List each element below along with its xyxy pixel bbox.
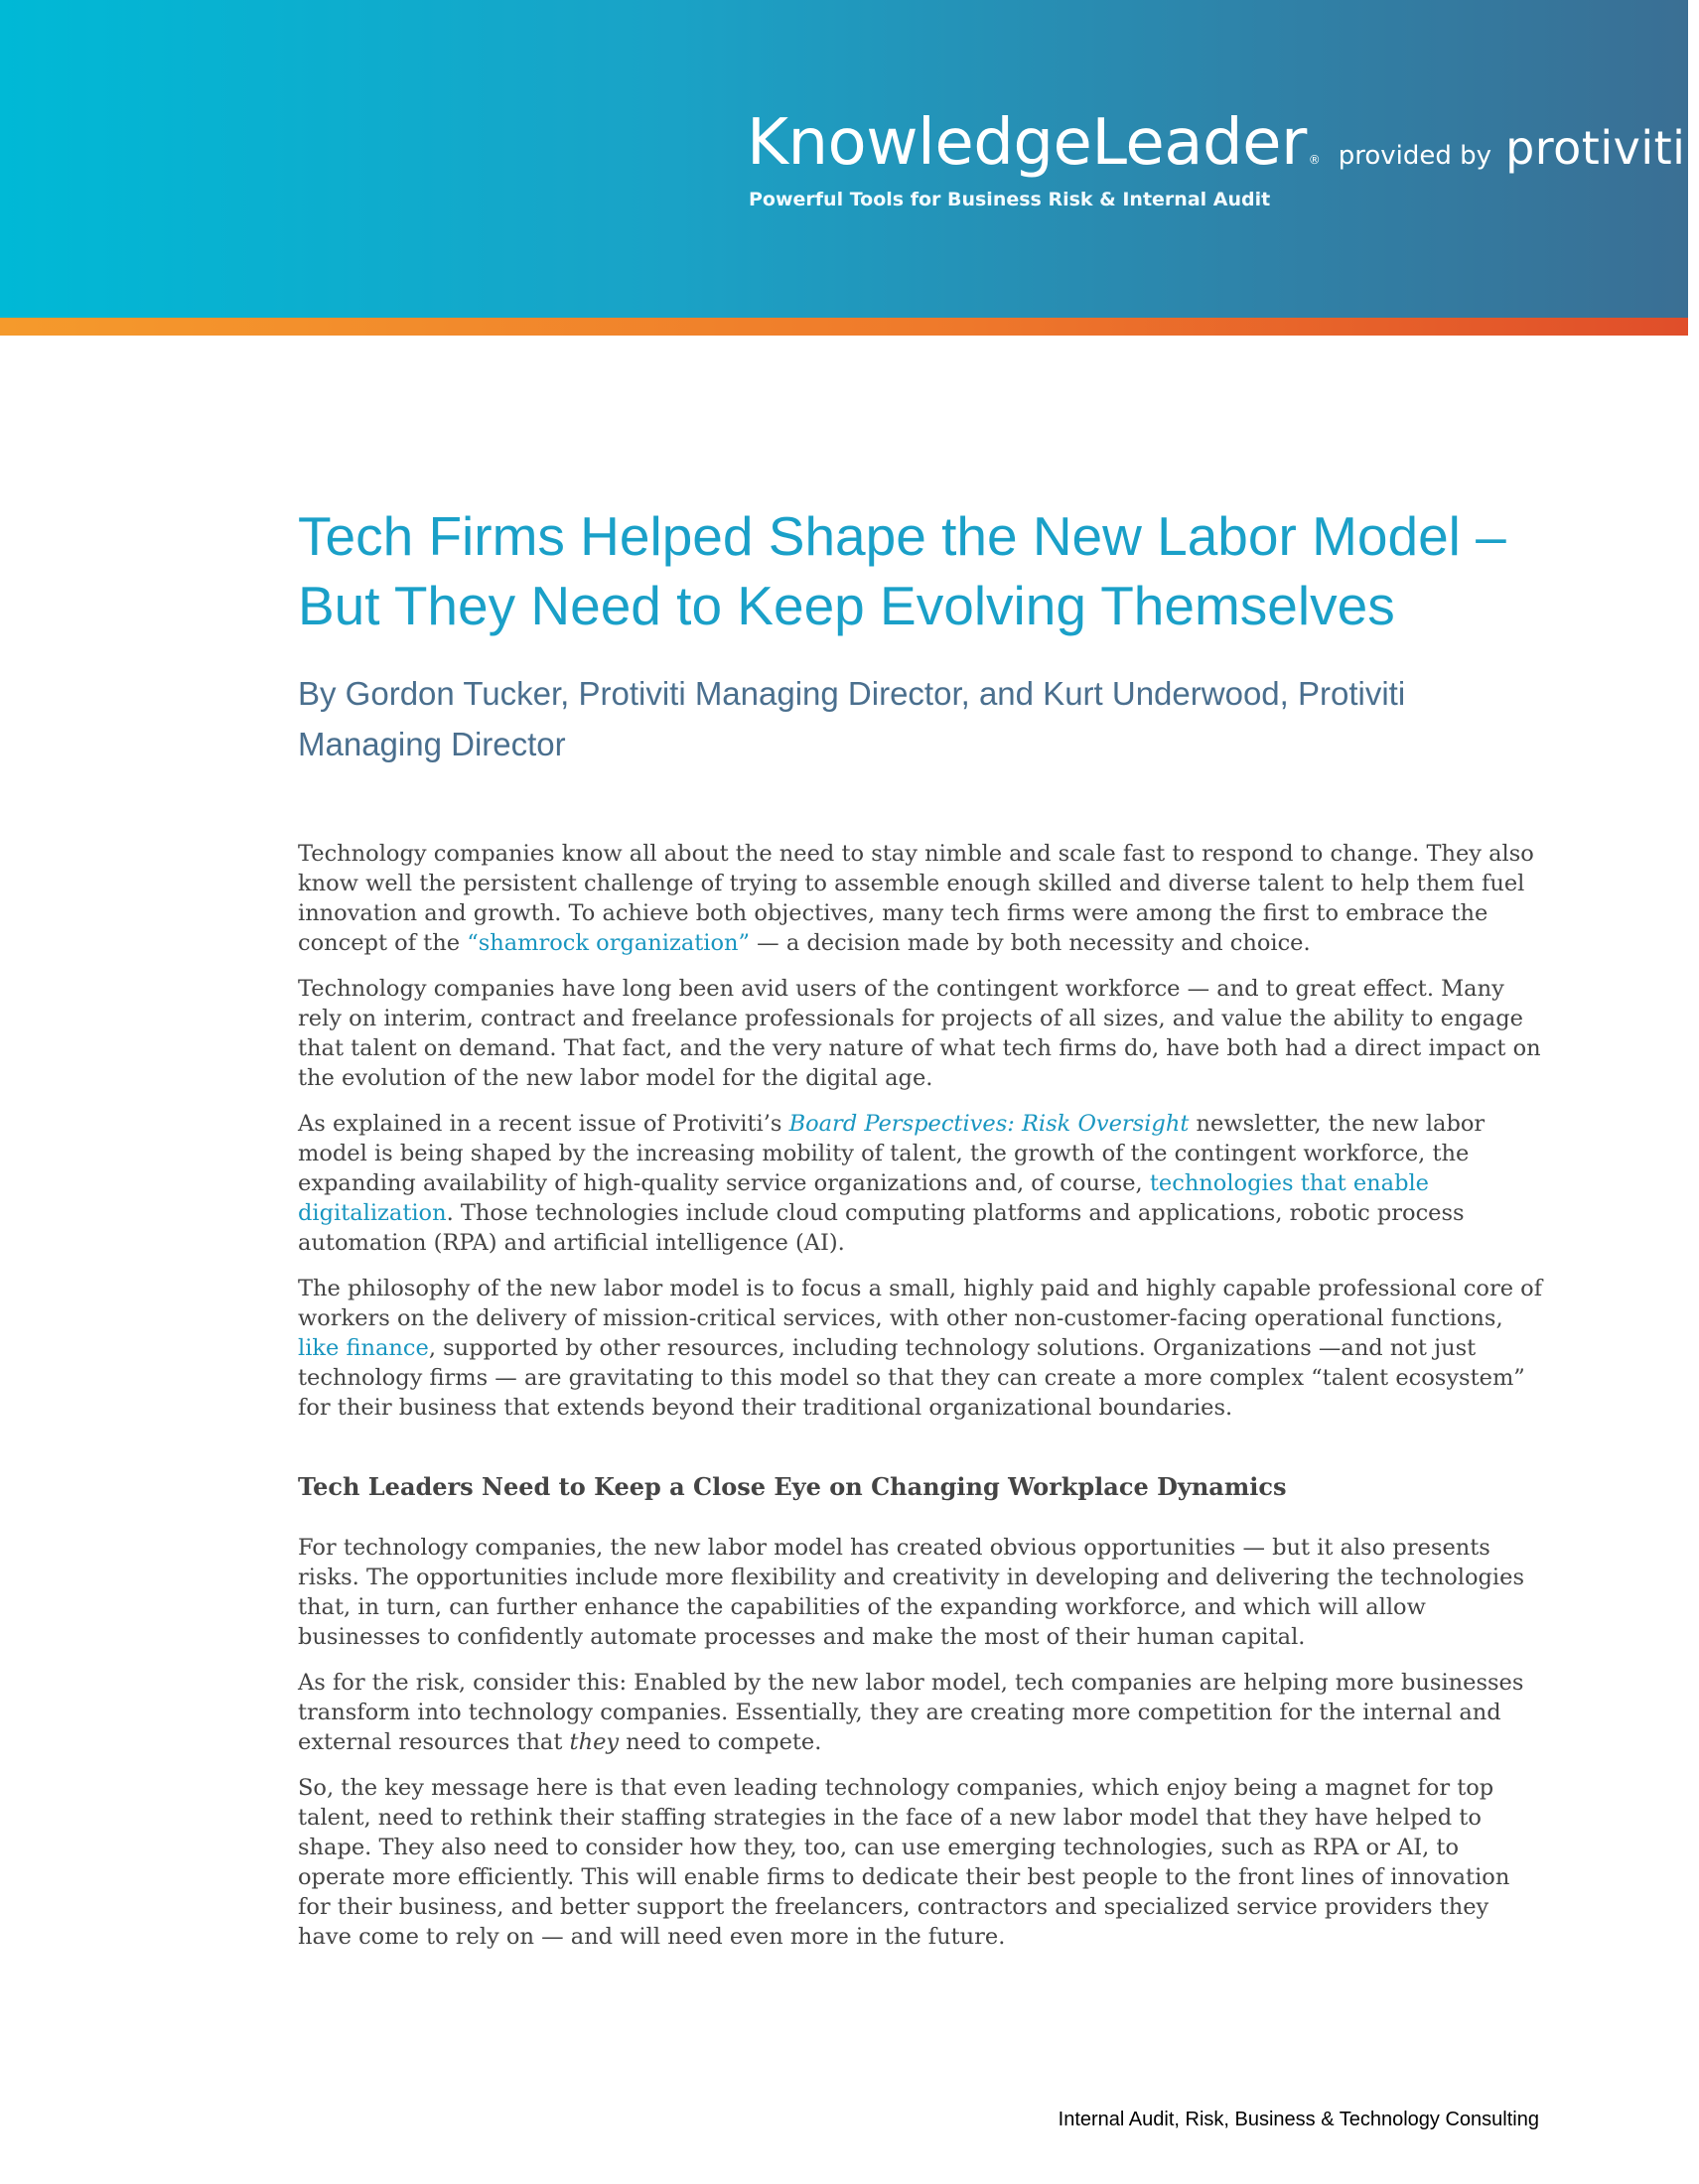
brand-registered-mark: ®	[1308, 153, 1321, 167]
paragraph-3-text-start: As explained in a recent issue of Protiviti’s	[298, 1111, 789, 1137]
paragraph-3-text-middle: newsletter, the new labor model is being shaped by the increasing mobility of talent, the growth of the contingent workforce, the expanding availability of high-quality service organizations and, of course,	[298, 1111, 1486, 1196]
provided-by-label: provided by	[1338, 141, 1492, 171]
paragraph-6-text-start: As for the risk, consider this: Enabled by the new labor model, tech companies are helping more businesses transform into technology companies. Essentially, they are creating more competition for the internal and external resources that	[298, 1670, 1524, 1755]
brand-name: KnowledgeLeader	[747, 106, 1307, 180]
paragraph-6	[298, 1668, 1549, 1757]
section-heading: Tech Leaders Need to Keep a Close Eye on Changing Workplace Dynamics	[298, 1472, 1287, 1501]
paragraph-1-text-start: Technology companies know all about the need to stay nimble and scale fast to respond to change. They also know well the persistent challenge of trying to assemble enough skilled and diverse talent to help them fuel innovation and growth. To achieve both objectives, many tech firms were among the first to embrace the concept of the	[298, 841, 1534, 956]
brand-logo	[747, 106, 1699, 210]
paragraph-6-text-end: need to compete.	[619, 1729, 822, 1755]
paragraph-4-text-start: The philosophy of the new labor model is to focus a small, highly paid and highly capable professional core of workers on the delivery of mission-critical services, with other non-customer-facing operational functions,	[298, 1276, 1543, 1331]
paragraph-5: For technology companies, the new labor model has created obvious opportunities — but it also presents risks. The opportunities include more flexibility and creativity in developing and delivering the technologies that, in turn, can further enhance the capabilities of the expanding workforce, and which will allow businesses to confidently automate processes and make the most of their human capital.	[298, 1535, 1524, 1650]
board-perspectives-link[interactable]: Board Perspectives: Risk Oversight	[788, 1111, 1190, 1137]
paragraph-1	[298, 839, 1549, 958]
paragraph-7: So, the key message here is that even leading technology companies, which enjoy being a magnet for top talent, need to rethink their staffing strategies in the face of a new labor model that they have helped to shape. They also need to consider how they, too, can use emerging technologies, such as RPA or AI, to operate more efficiently. This will enable firms to dedicate their best people to the front lines of innovation for their business, and better support the freelancers, contractors and specialized service providers they have come to rely on — and will need even more in the future.	[298, 1775, 1510, 1950]
paragraph-3	[298, 1109, 1549, 1258]
provider-name: protiviti	[1505, 121, 1686, 175]
accent-stripe	[0, 318, 1688, 336]
paragraph-1-text-end: — a decision made by both necessity and choice.	[750, 930, 1311, 956]
article	[298, 501, 1549, 1968]
provider-registered-mark: ®	[1687, 153, 1699, 167]
paragraph-2: Technology companies have long been avid users of the contingent workforce — and to great effect. Many rely on interim, contract and freelance professionals for projects of all sizes, and value the ability to engage that talent on demand. That fact, and the very nature of what tech firms do, have both had a direct impact on the evolution of the new labor model for the digital age.	[298, 976, 1541, 1091]
paragraph-3-text-end: . Those technologies include cloud computing platforms and applications, robotic process automation (RPA) and artificial intelligence (AI).	[298, 1200, 1465, 1256]
shamrock-organization-link[interactable]: “shamrock organization”	[467, 930, 751, 956]
page-title: Tech Firms Helped Shape the New Labor Model – But They Need to Keep Evolving Themselves	[298, 505, 1506, 636]
technologies-digitalization-link[interactable]: technologies that enable digitalization	[298, 1170, 1429, 1226]
paragraph-4-text-end: , supported by other resources, including technology solutions. Organizations —and not just technology firms — are gravitating to this model so that they can create a more complex “talent ecosystem” for their business that extends beyond their traditional organizational boundaries.	[298, 1335, 1525, 1421]
byline: By Gordon Tucker, Protiviti Managing Director, and Kurt Underwood, Protiviti Managing Director	[298, 675, 1406, 762]
like-finance-link[interactable]: like finance	[298, 1335, 429, 1361]
brand-tagline: Powerful Tools for Business Risk & Internal Audit	[749, 189, 1271, 210]
paragraph-6-emphasis: they	[569, 1729, 620, 1755]
footer-text: Internal Audit, Risk, Business & Technology Consulting	[1058, 2109, 1539, 2130]
paragraph-4	[298, 1274, 1549, 1423]
